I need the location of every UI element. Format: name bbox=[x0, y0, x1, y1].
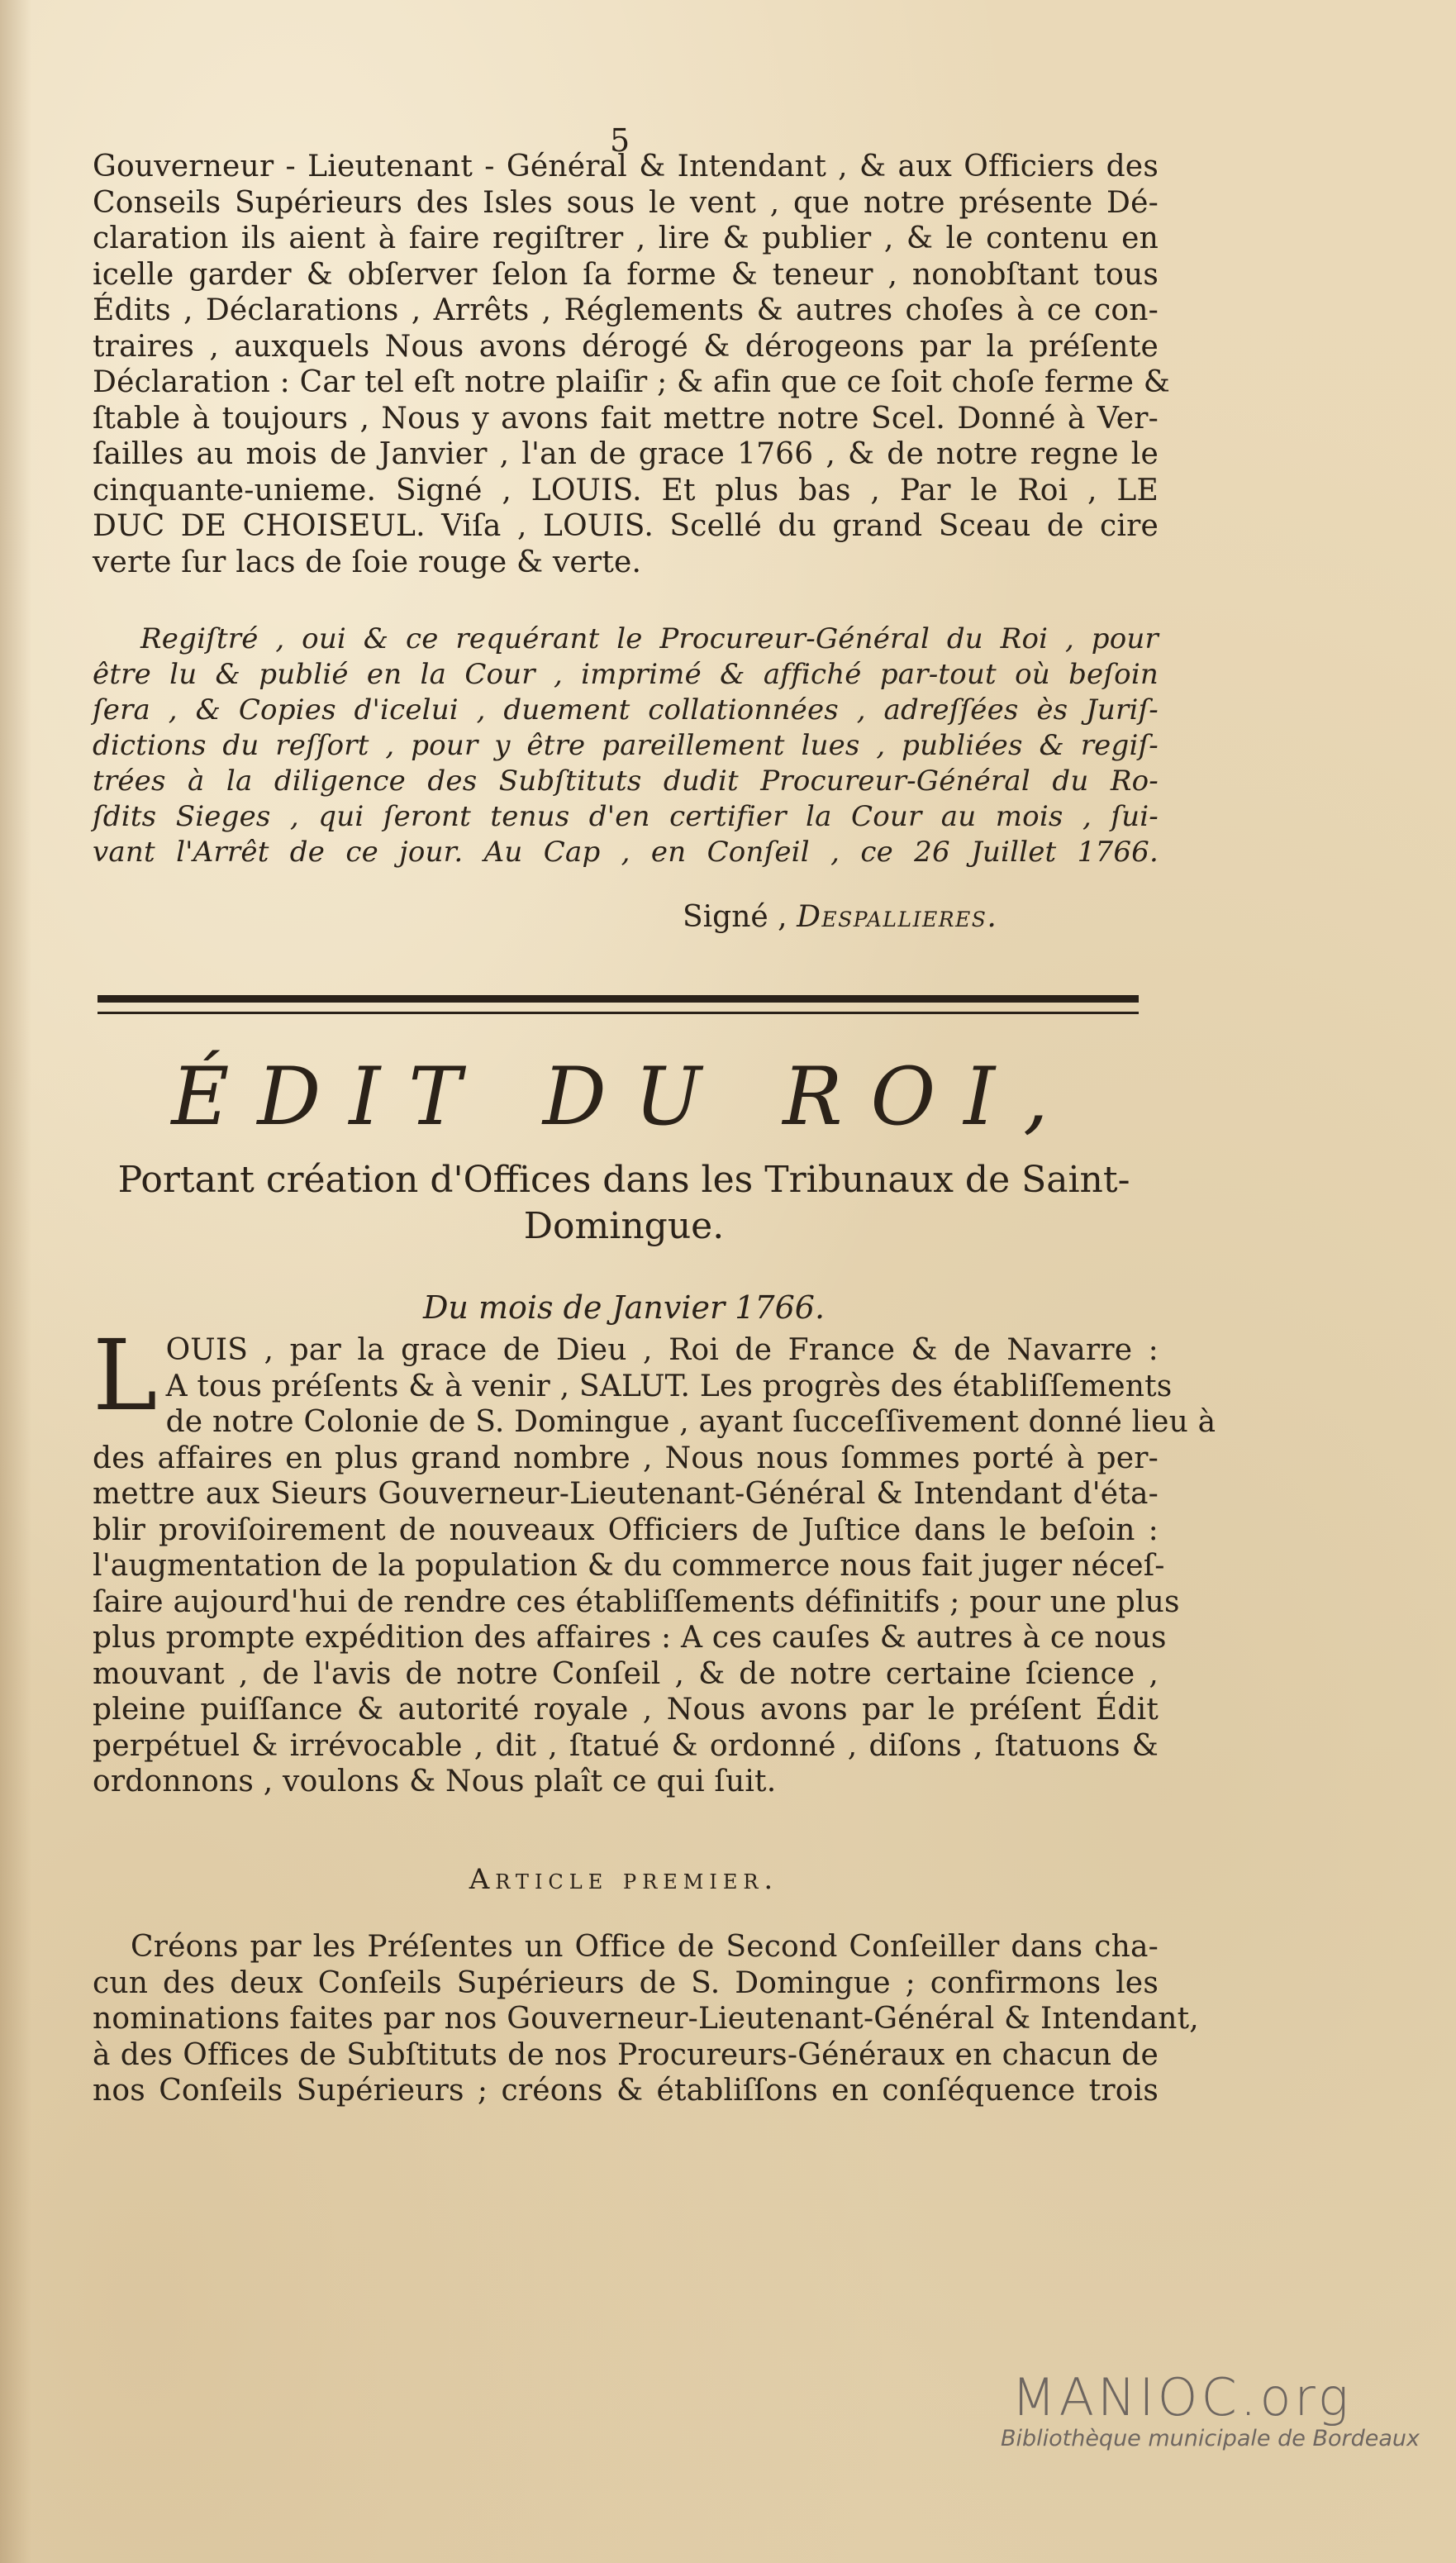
edict-title: ÉDIT DU ROI, bbox=[171, 1050, 1077, 1143]
edict-date: Du mois de Janvier 1766. bbox=[422, 1289, 826, 1326]
text-line: OUIS , par la grace de Dieu , Roi de France & de Navarre : bbox=[165, 1333, 1159, 1367]
text-line: ordonnons , voulons & Nous plaît ce qui ſuit. bbox=[93, 1765, 777, 1798]
text-line: ſaire aujourd'hui de rendre ces établiſſements définitifs ; pour une plus bbox=[93, 1584, 1180, 1619]
edict-subtitle-line: Portant création d'Offices dans les Tribunaux de Saint- bbox=[117, 1159, 1130, 1201]
article-first-paragraph bbox=[93, 1929, 1199, 2109]
text-line: dictions du reſſort , pour y être pareillement lues , publiées & regiſ- bbox=[93, 729, 1159, 762]
edict-preamble-paragraph bbox=[93, 1318, 1216, 1800]
text-line: plus prompte expédition des affaires : A ces cauſes & autres à ce nous bbox=[93, 1621, 1167, 1655]
text-line: trées à la diligence des Subſtituts dudit Procureur-Général du Ro- bbox=[93, 765, 1159, 798]
text-line: traires , auxquels Nous avons dérogé & dérogeons par la préſente bbox=[93, 329, 1159, 364]
page-spine-shadow bbox=[0, 0, 31, 2563]
signature-name: Despallieres. bbox=[797, 900, 998, 934]
text-line: mettre aux Sieurs Gouverneur-Lieutenant-Général & Intendant d'éta- bbox=[93, 1477, 1159, 1511]
text-line: l'augmentation de la population & du commerce nous fait juger néceſ- bbox=[93, 1549, 1165, 1583]
text-line: Gouverneur - Lieutenant - Général & Intendant , & aux Officiers des bbox=[93, 150, 1159, 183]
text-line: verte ſur lacs de ſoie rouge & verte. bbox=[93, 545, 642, 579]
text-line: cun des deux Conſeils Supérieurs de S. Domingue ; confirmons les bbox=[93, 1965, 1159, 2000]
text-line: à des Offices de Subſtituts de nos Procureurs-Généraux en chacun de bbox=[93, 2037, 1159, 2072]
text-line: A tous préſents & à venir , SALUT. Les progrès des établiſſements bbox=[165, 1369, 1173, 1403]
text-line: ſdits Sieges , qui ſeront tenus d'en certifier la Cour au mois , ſui- bbox=[93, 800, 1159, 833]
text-line: des affaires en plus grand nombre , Nous nous ſommes porté à per- bbox=[93, 1441, 1159, 1475]
text-line: mouvant , de l'avis de notre Conſeil , & de notre certaine ſcience , bbox=[93, 1656, 1159, 1691]
text-line: ſailles au mois de Janvier , l'an de grace 1766 , & de notre regne le bbox=[93, 437, 1159, 471]
closing-paragraph-declaration bbox=[93, 149, 1171, 580]
section-divider-thin bbox=[98, 1012, 1139, 1014]
text-line: nominations faites par nos Gouverneur-Lieutenant-Général & Intendant, bbox=[93, 2002, 1199, 2036]
text-line: icelle garder & obſerver ſelon ſa forme & teneur , nonobſtant tous bbox=[93, 257, 1159, 292]
text-line: Déclaration : Car tel eſt notre plaiſir ; & afin que ce ſoit choſe ferme & bbox=[93, 365, 1171, 399]
text-line: Conseils Supérieurs des Isles sous le vent , que notre présente Dé- bbox=[93, 185, 1159, 220]
text-line: cinquante-unieme. Signé , LOUIS. Et plus bas , Par le Roi , LE bbox=[93, 473, 1159, 507]
text-line: nos Conſeils Supérieurs ; créons & établiſſons en conſéquence trois bbox=[93, 2074, 1159, 2108]
signature-despallieres bbox=[683, 901, 997, 934]
watermark-subtitle: Bibliothèque municipale de Bordeaux bbox=[1000, 2426, 1420, 2451]
text-line: pleine puiſſance & autorité royale , Nous avons par le préſent Édit bbox=[93, 1693, 1159, 1727]
section-divider-thick bbox=[98, 995, 1139, 1003]
text-line: Créons par les Préſentes un Office de Second Conſeiller dans cha- bbox=[131, 1930, 1159, 1964]
registration-paragraph bbox=[93, 622, 1159, 870]
drop-cap: L bbox=[93, 1318, 158, 1432]
text-line: perpétuel & irrévocable , dit , ſtatué & ordonné , diſons , ſtatuons & bbox=[93, 1728, 1159, 1763]
edict-subtitle bbox=[91, 1157, 1157, 1250]
manioc-logo: MANIOC.org bbox=[1011, 2367, 1352, 2427]
page-number: 5 bbox=[610, 122, 630, 159]
text-line: de notre Colonie de S. Domingue , ayant ſucceſſivement donné lieu à bbox=[165, 1405, 1216, 1439]
text-line: claration ils aient à faire regiſtrer , lire & publier , & le contenu en bbox=[93, 222, 1159, 255]
signature-prefix: Signé , bbox=[683, 900, 787, 934]
manioc-watermark bbox=[973, 2367, 1420, 2453]
text-line: Regiſtré , oui & ce requérant le Procureur-Général du Roi , pour bbox=[140, 622, 1159, 655]
article-heading: Article premier. bbox=[469, 1863, 779, 1896]
text-line: être lu & publié en la Cour , imprimé & affiché par-tout où beſoin bbox=[93, 658, 1159, 691]
text-line: blir proviſoirement de nouveaux Officiers de Juſtice dans le beſoin : bbox=[93, 1513, 1159, 1547]
text-line: ſera , & Copies d'icelui , duement collationnées , adreſſées ès Juriſ- bbox=[93, 693, 1159, 727]
text-line: ſtable à toujours , Nous y avons fait mettre notre Scel. Donné à Ver- bbox=[93, 401, 1159, 436]
text-line: vant l'Arrêt de ce jour. Au Cap , en Conſeil , ce 26 Juillet 1766. bbox=[93, 836, 1159, 869]
text-line: Édits , Déclarations , Arrêts , Réglements & autres choſes à ce con- bbox=[93, 293, 1159, 327]
text-line: DUC DE CHOISEUL. Viſa , LOUIS. Scellé du grand Sceau de cire bbox=[93, 509, 1159, 543]
edict-subtitle-line: Domingue. bbox=[523, 1205, 725, 1247]
